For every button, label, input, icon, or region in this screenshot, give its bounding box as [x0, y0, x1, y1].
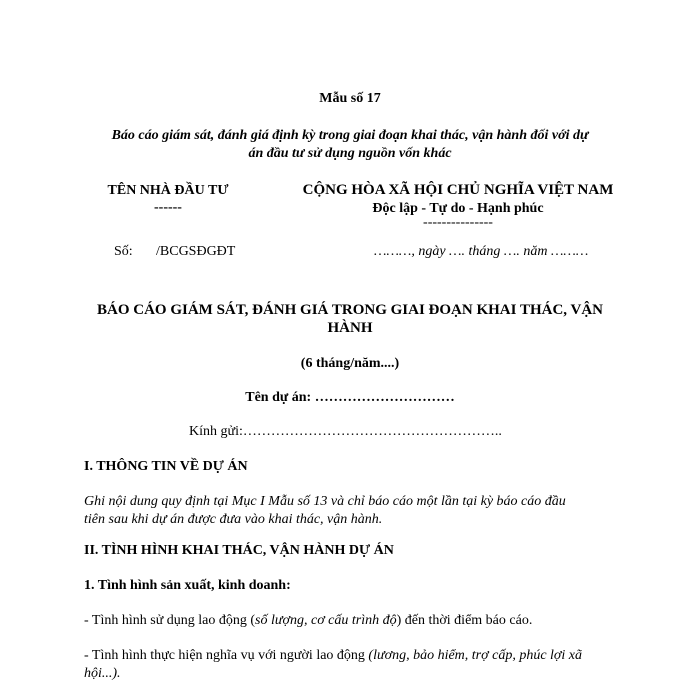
project-name: Tên dự án: …………………………: [245, 390, 455, 405]
report-period: (6 tháng/năm....): [300, 356, 400, 371]
labor-obligations-detail: (lương, bảo hiểm, trợ cấp, phúc lợi xã: [368, 648, 582, 663]
investor-name-label: TÊN NHÀ ĐẦU TƯ: [107, 183, 229, 198]
motto-divider: ---------------: [423, 215, 493, 230]
labor-obligations-text: - Tình hình thực hiện nghĩa vụ với người lao động: [84, 648, 369, 663]
labor-usage-text-end: ) đến thời điểm báo cáo.: [396, 613, 533, 628]
labor-usage-text-start: - Tình hình sử dụng lao động (: [84, 613, 256, 628]
report-title-line2: HÀNH: [327, 320, 373, 336]
document-number-code: /BCGSĐGĐT: [156, 244, 236, 259]
section-2-heading: II. TÌNH HÌNH KHAI THÁC, VẬN HÀNH DỰ ÁN: [84, 543, 394, 558]
document-date: ………, ngày …. tháng …. năm ………: [374, 244, 589, 259]
form-subtitle-line1: Báo cáo giám sát, đánh giá định kỳ trong giai đoạn khai thác, vận hành đối với dự: [111, 128, 589, 143]
section-2-subheading: 1. Tình hình sản xuất, kinh doanh:: [84, 578, 291, 593]
section-1-body-line1: Ghi nội dung quy định tại Mục I Mẫu số 13 và chỉ báo cáo một lần tại kỳ báo cáo đầu: [84, 494, 566, 509]
form-number: Mẫu số 17: [319, 91, 381, 106]
labor-usage-detail: số lượng, cơ cấu trình độ: [255, 613, 397, 628]
document-number-label: Số:: [114, 244, 133, 259]
section-1-heading: I. THÔNG TIN VỀ DỰ ÁN: [84, 459, 248, 474]
national-motto: Độc lập - Tự do - Hạnh phúc: [372, 201, 544, 216]
labor-usage-item: [84, 611, 624, 631]
investor-divider: ------: [154, 200, 182, 215]
labor-obligations-detail-line2: hội...).: [84, 666, 121, 681]
section-1-body-line2: tiên sau khi dự án được đưa vào khai thác, vận hành.: [84, 512, 383, 527]
recipient: Kính gửi:………………………………………………..: [189, 424, 502, 439]
form-subtitle-line2: án đầu tư sử dụng nguồn vốn khác: [248, 146, 452, 161]
labor-obligations-item: [84, 646, 624, 666]
report-title-line1: BÁO CÁO GIÁM SÁT, ĐÁNH GIÁ TRONG GIAI ĐOẠN KHAI THÁC, VẬN: [96, 302, 604, 318]
national-title: CỘNG HÒA XÃ HỘI CHỦ NGHĨA VIỆT NAM: [302, 182, 614, 198]
